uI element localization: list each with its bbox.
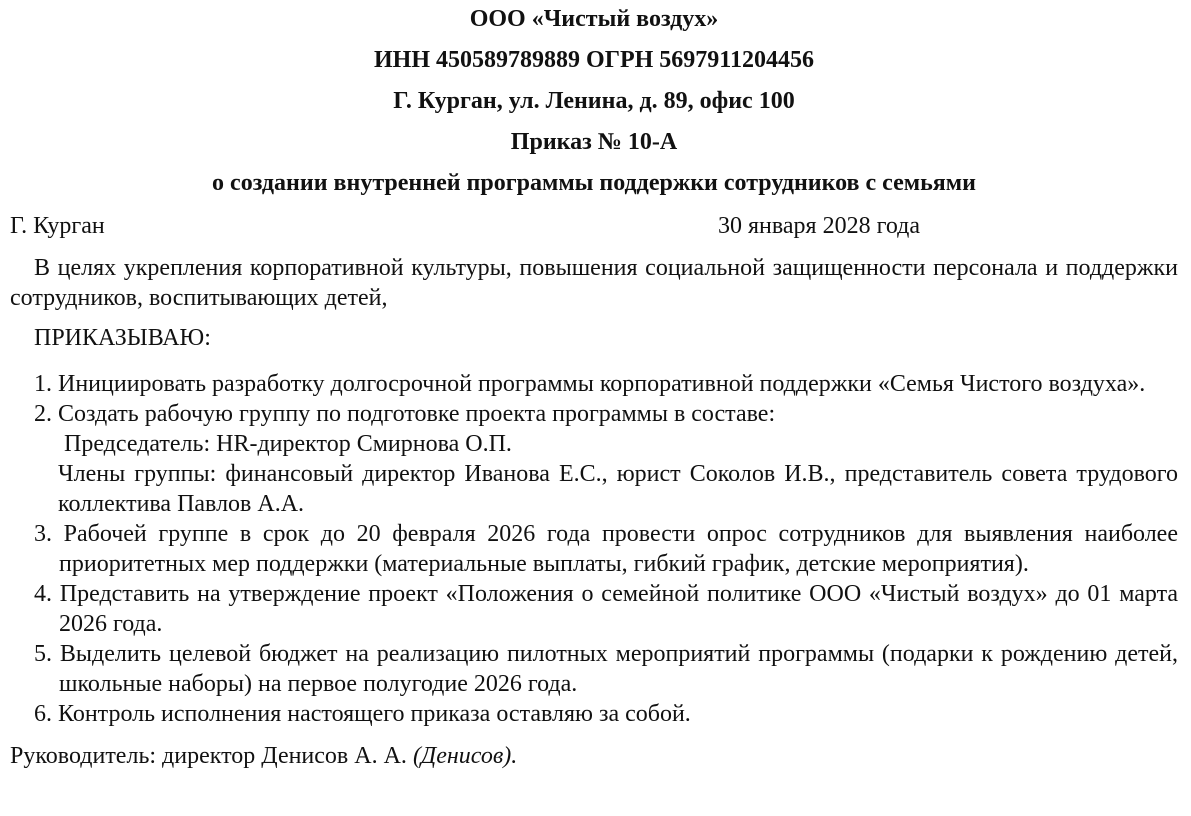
dateline (10, 205, 1178, 245)
working-group-members: Члены группы: финансовый директор Иванова Е.С., юрист Соколов И.В., представитель совета трудового коллектива Павлов А.А. (58, 461, 1178, 517)
orders-heading: ПРИКАЗЫВАЮ: (34, 325, 211, 351)
preamble-paragraph: В целях укрепления корпоративной культуры, повышения социальной защищенности персонала и поддержки сотрудников, воспитывающих детей, (10, 255, 1178, 311)
order-item-6: 6. Контроль исполнения настоящего приказа оставляю за собой. (34, 701, 691, 727)
company-address: Г. Курган, ул. Ленина, д. 89, офис 100 (393, 88, 795, 114)
handwritten-signature: (Денисов). (412, 743, 518, 769)
signature-line (10, 741, 1178, 771)
order-item-1: 1. Инициировать разработку долгосрочной программы корпоративной поддержки «Семья Чистого воздуха». (34, 371, 1146, 397)
order-items (10, 369, 1178, 729)
company-ids: ИНН 450589789889 ОГРН 5697911204456 (374, 47, 814, 73)
signature-label: Руководитель: директор Денисов А. А. (10, 743, 407, 769)
order-item-2: 2. Создать рабочую группу по подготовке проекта программы в составе: (34, 401, 776, 427)
company-name: ООО «Чистый воздух» (469, 6, 719, 32)
order-item-3: 3. Рабочей группе в срок до 20 февраля 2026 года провести опрос сотрудников для выявления наиболее приоритетных мер поддержки (материальные выплаты, гибкий график, детские мероприятия). (34, 521, 1178, 577)
order-city: Г. Курган (10, 213, 105, 239)
order-item-5: 5. Выделить целевой бюджет на реализацию пилотных мероприятий программы (подарки к рождению детей, школьные наборы) на первое полугодие 2026 года. (34, 641, 1178, 697)
order-document (10, 0, 1178, 771)
working-group-chair: Председатель: HR-директор Смирнова О.П. (64, 431, 512, 457)
order-title: Приказ № 10-А (510, 129, 678, 155)
order-item-4: 4. Представить на утверждение проект «Положения о семейной политике ООО «Чистый воздух» до 01 марта 2026 года. (34, 581, 1178, 637)
order-subject: о создании внутренней программы поддержки сотрудников с семьями (212, 170, 976, 196)
order-date: 30 января 2028 года (718, 213, 921, 239)
